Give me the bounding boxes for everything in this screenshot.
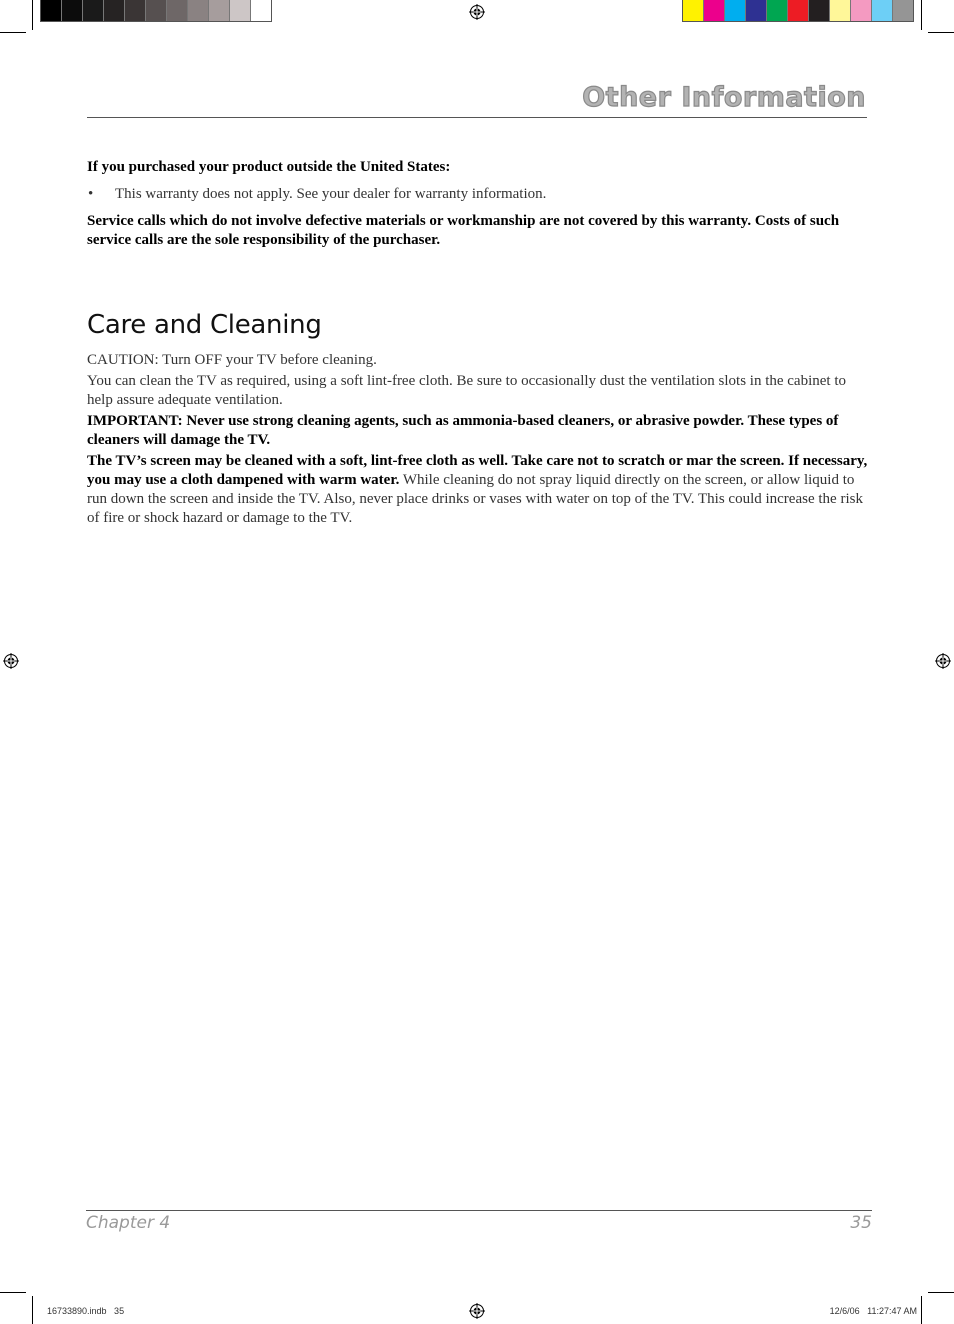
footer-rule	[86, 1210, 872, 1211]
caution-text: CAUTION: Turn OFF your TV before cleaning.	[87, 352, 377, 368]
gray-swatch	[62, 0, 83, 21]
registration-mark-icon	[3, 653, 19, 669]
color-swatch	[830, 0, 851, 21]
color-swatch	[893, 0, 913, 21]
screen-cleaning-paragraph	[87, 452, 875, 528]
gray-calibration-bar	[40, 0, 272, 22]
color-swatch	[851, 0, 872, 21]
gray-swatch	[209, 0, 230, 21]
registration-mark-icon	[469, 1303, 485, 1319]
warranty-section	[87, 158, 872, 250]
footer-chapter: Chapter 4	[86, 1213, 171, 1233]
gray-swatch	[104, 0, 125, 21]
screen-cleaning-text: While cleaning do not spray liquid directly on the screen, or allow liquid to run down the screen and inside the TV. Also, never place drinks or vases with water on top of the TV. This could increase the risk of fire or shock hazard or damage to the TV.	[87, 472, 863, 526]
gray-swatch	[41, 0, 62, 21]
color-swatch	[767, 0, 788, 21]
header-rule	[87, 117, 867, 118]
crop-mark	[928, 32, 954, 33]
registration-mark-icon	[469, 4, 485, 20]
crop-mark	[32, 1296, 33, 1324]
color-calibration-bar	[682, 0, 914, 22]
gray-swatch	[146, 0, 167, 21]
slug-filename: 16733890.indb 35	[47, 1306, 125, 1316]
gray-swatch	[188, 0, 209, 21]
registration-mark-icon	[935, 653, 951, 669]
color-swatch	[809, 0, 830, 21]
list-item	[87, 185, 872, 204]
screen-cleaning-bold: The TV’s screen may be cleaned with a soft, lint-free cloth as well. Take care not to scratch or mar the screen. If necessary, you may use a cloth dampened with warm water.	[87, 453, 868, 488]
crop-mark	[0, 1292, 26, 1293]
crop-mark	[928, 1292, 954, 1293]
color-swatch	[746, 0, 767, 21]
color-swatch	[788, 0, 809, 21]
important-warning: IMPORTANT: Never use strong cleaning agents, such as ammonia-based cleaners, or abrasive powder. These types of cleaners will damage the TV.	[87, 413, 839, 448]
care-cleaning-body	[87, 351, 875, 530]
crop-mark	[32, 0, 33, 30]
crop-mark	[0, 32, 26, 33]
bullet-text: This warranty does not apply. See your dealer for warranty information.	[115, 186, 547, 202]
gray-swatch	[230, 0, 251, 21]
gray-swatch	[83, 0, 104, 21]
color-swatch	[872, 0, 893, 21]
page-number: 35	[850, 1213, 872, 1233]
gray-swatch	[167, 0, 188, 21]
section-header-title: Other Information	[582, 82, 866, 113]
cleaning-instructions: You can clean the TV as required, using a soft lint-free cloth. Be sure to occasionally dust the ventilation slots in the cabinet to help assure adequate ventilation.	[87, 373, 846, 408]
care-cleaning-title: Care and Cleaning	[87, 310, 322, 340]
gray-swatch	[251, 0, 271, 21]
service-calls-note: Service calls which do not involve defective materials or workmanship are not covered by this warranty. Costs of such service calls are the sole responsibility of the purchaser.	[87, 213, 840, 248]
color-swatch	[683, 0, 704, 21]
color-swatch	[704, 0, 725, 21]
warranty-outside-us-heading: If you purchased your product outside the United States:	[87, 159, 451, 175]
bullet-icon: •	[88, 186, 94, 202]
crop-mark	[921, 1296, 922, 1324]
crop-mark	[921, 0, 922, 30]
slug-timestamp: 12/6/06 11:27:47 AM	[829, 1306, 917, 1316]
gray-swatch	[125, 0, 146, 21]
color-swatch	[725, 0, 746, 21]
